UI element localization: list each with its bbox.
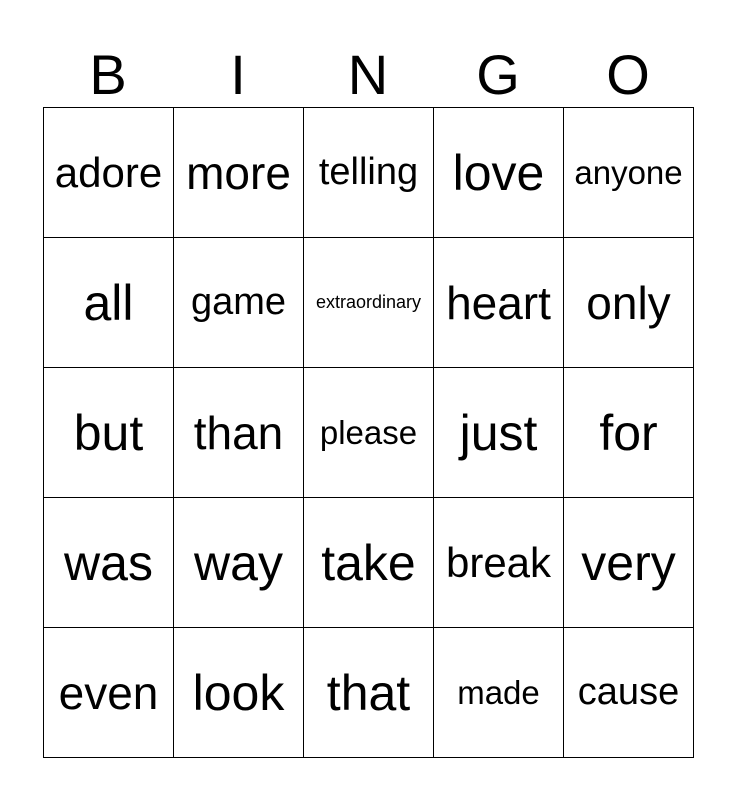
bingo-cell[interactable]: more [174, 108, 304, 238]
header-letter-i: I [230, 43, 246, 106]
bingo-cell[interactable]: made [434, 628, 564, 758]
bingo-board [43, 107, 694, 758]
bingo-cell[interactable]: just [434, 368, 564, 498]
bingo-cell[interactable]: extraordinary [304, 238, 434, 368]
bingo-cell[interactable]: game [174, 238, 304, 368]
bingo-cell[interactable]: very [564, 498, 694, 628]
bingo-cell[interactable]: was [44, 498, 174, 628]
bingo-cell[interactable]: than [174, 368, 304, 498]
bingo-cell[interactable]: anyone [564, 108, 694, 238]
bingo-header [43, 42, 693, 108]
bingo-cell[interactable]: that [304, 628, 434, 758]
bingo-cell[interactable]: cause [564, 628, 694, 758]
header-letter-n: N [347, 43, 389, 106]
bingo-cell[interactable]: please [304, 368, 434, 498]
bingo-cell[interactable]: look [174, 628, 304, 758]
header-letter-b: B [89, 43, 127, 106]
bingo-cell[interactable]: adore [44, 108, 174, 238]
header-letter-g: G [476, 43, 520, 106]
bingo-cell[interactable]: for [564, 368, 694, 498]
bingo-cell[interactable]: but [44, 368, 174, 498]
bingo-cell[interactable]: only [564, 238, 694, 368]
bingo-cell[interactable]: all [44, 238, 174, 368]
bingo-cell[interactable]: way [174, 498, 304, 628]
bingo-cell[interactable]: break [434, 498, 564, 628]
header-letter-o: O [606, 43, 650, 106]
bingo-cell[interactable]: heart [434, 238, 564, 368]
bingo-cell[interactable]: take [304, 498, 434, 628]
bingo-cell[interactable]: even [44, 628, 174, 758]
bingo-cell[interactable]: love [434, 108, 564, 238]
bingo-cell[interactable]: telling [304, 108, 434, 238]
